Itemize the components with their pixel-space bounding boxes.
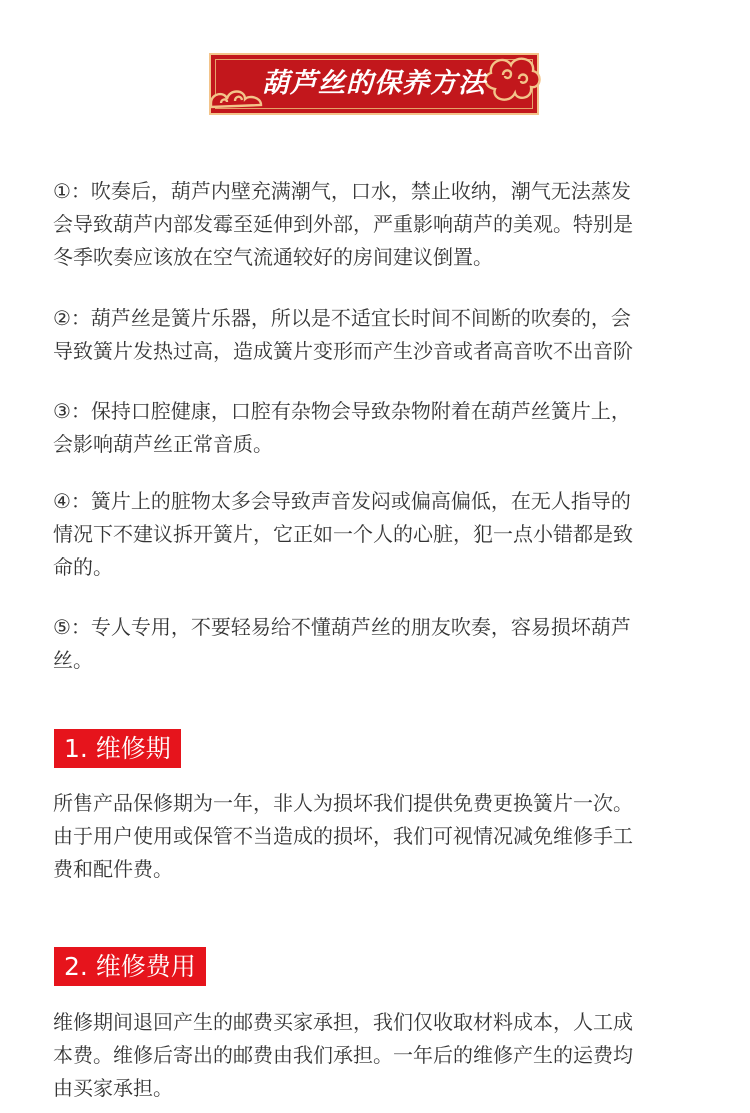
care-item-4 xyxy=(53,485,703,584)
text-line: 维修期间退回产生的邮费买家承担，我们仅收取材料成本，人工成 xyxy=(53,1010,633,1034)
care-item-3 xyxy=(53,395,703,461)
title-banner xyxy=(209,53,539,115)
care-item-2 xyxy=(53,302,703,368)
section-body-warranty xyxy=(53,787,703,886)
text-line: ①：吹奏后，葫芦内壁充满潮气，口水，禁止收纳，潮气无法蒸发 xyxy=(53,179,631,203)
text-line: 命的。 xyxy=(53,555,113,579)
text-line: ⑤：专人专用，不要轻易给不懂葫芦丝的朋友吹奏，容易损坏葫芦 xyxy=(53,615,631,639)
text-line: ③：保持口腔健康，口腔有杂物会导致杂物附着在葫芦丝簧片上， xyxy=(53,399,631,423)
text-line: ④：簧片上的脏物太多会导致声音发闷或偏高偏低，在无人指导的 xyxy=(53,489,631,513)
section-heading-repair-cost: 2. 维修费用 xyxy=(54,947,206,986)
text-line: 所售产品保修期为一年，非人为损坏我们提供免费更换簧片一次。 xyxy=(53,791,633,815)
text-line: 情况下不建议拆开簧片，它正如一个人的心脏，犯一点小错都是致 xyxy=(53,522,633,546)
text-line: 由于用户使用或保管不当造成的损坏，我们可视情况减免维修手工 xyxy=(53,824,633,848)
text-line: 本费。维修后寄出的邮费由我们承担。一年后的维修产生的运费均 xyxy=(53,1043,633,1067)
text-line: 会影响葫芦丝正常音质。 xyxy=(53,432,273,456)
care-item-1 xyxy=(53,175,703,274)
text-line: 冬季吹奏应该放在空气流通较好的房间建议倒置。 xyxy=(53,245,493,269)
text-line: 会导致葫芦内部发霉至延伸到外部，严重影响葫芦的美观。特别是 xyxy=(53,212,633,236)
text-line: 费和配件费。 xyxy=(53,857,173,881)
text-line: 导致簧片发热过高，造成簧片变形而产生沙音或者高音吹不出音阶 xyxy=(53,339,633,363)
banner-title: 葫芦丝的保养方法 xyxy=(262,68,486,99)
section-heading-warranty: 1. 维修期 xyxy=(54,729,181,768)
text-line: 丝。 xyxy=(53,648,93,672)
section-body-repair-cost xyxy=(53,1006,703,1105)
text-line: 由买家承担。 xyxy=(53,1076,173,1100)
text-line: ②：葫芦丝是簧片乐器，所以是不适宜长时间不间断的吹奏的，会 xyxy=(53,306,631,330)
care-item-5 xyxy=(53,611,703,677)
